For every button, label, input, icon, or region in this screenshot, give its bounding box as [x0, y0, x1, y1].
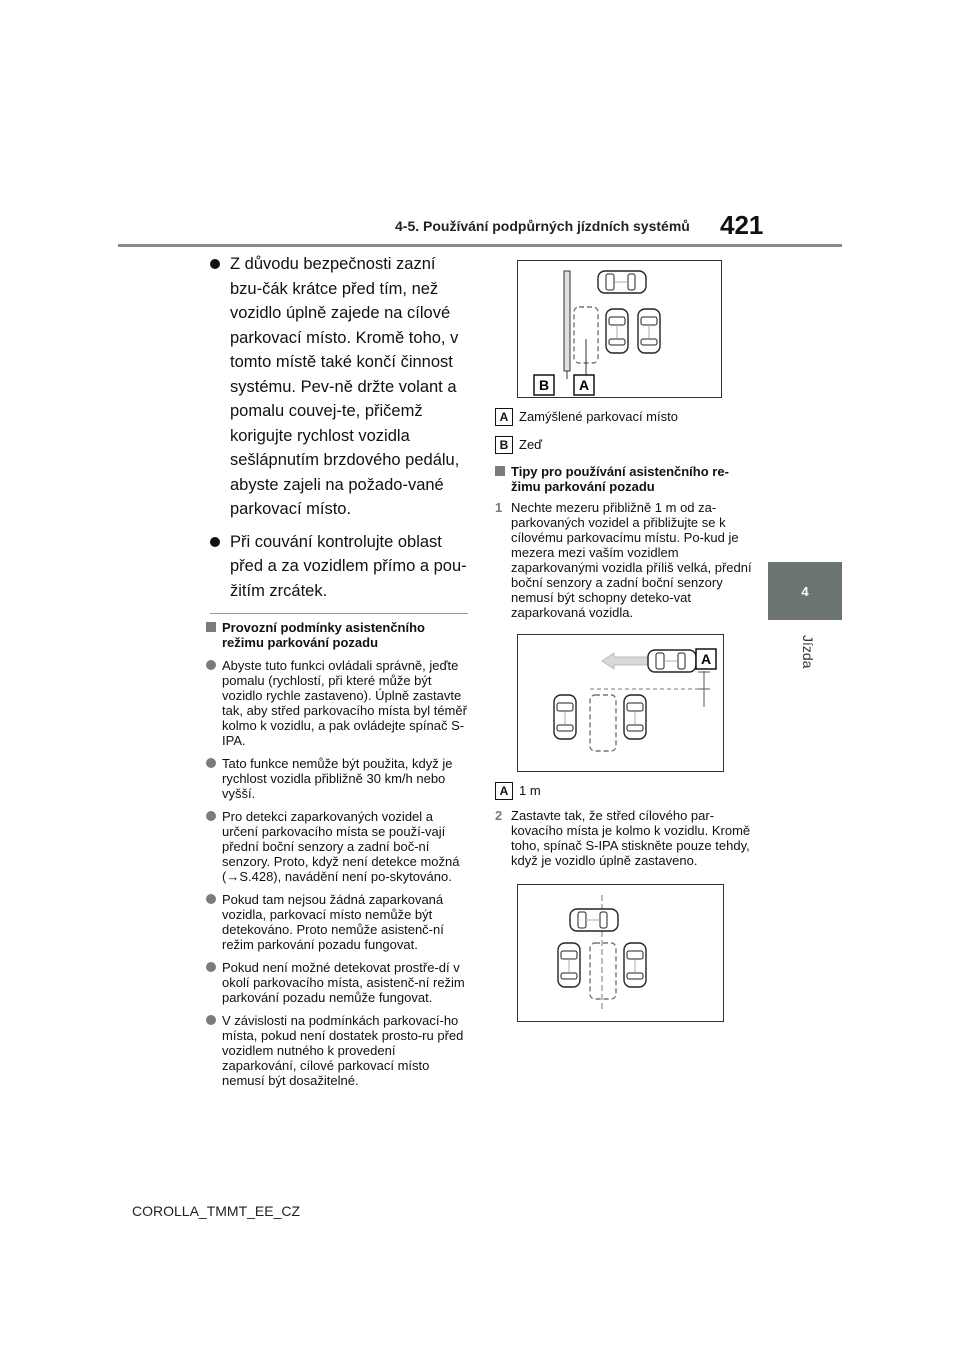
step-text: Zastavte tak, že střed cílového par-kovacího místa je kolmo k vozidlu. Kromě toho, spínač S-IPA stiskněte pouze tehdy, když je vozidlo úplně zastaveno.: [511, 808, 751, 868]
parking-illustration-3: [518, 885, 723, 1021]
legend-item: [495, 408, 757, 426]
step-number: 1: [495, 500, 503, 515]
parking-diagram-3: [517, 884, 724, 1022]
step-item: [495, 808, 757, 868]
page-number: 421: [720, 210, 764, 240]
list-item: Pokud tam nejsou žádná zaparkovaná vozidla, parkovací místo nemůže být detekováno. Proto nemůže asistenč-ní režim parkování pozadu fungovat.: [206, 892, 468, 952]
fig1-label-a: A: [578, 377, 590, 393]
parking-diagram-1: [517, 260, 722, 398]
chapter-label: Jízda: [800, 635, 816, 669]
parking-diagram-2: [517, 634, 724, 772]
section-heading: Provozní podmínky asistenčního režimu parkování pozadu: [206, 620, 468, 650]
legend-letter: B: [495, 436, 513, 454]
legend-item: [495, 782, 757, 800]
divider: [210, 613, 468, 614]
left-column: [206, 252, 468, 1088]
list-item: Abyste tuto funkci ovládali správně, jeďte pomalu (rychlostí, při které může být vozidlo rychle zastaveno). Úplně zastavte tak, aby střed parkovacího místa byl téměř kolmo k vozidlu, a pak ovládejte spínač S-IPA.: [206, 658, 468, 748]
legend-letter: A: [495, 782, 513, 800]
list-item: Tato funkce nemůže být použita, když je rychlost vozidla přibližně 30 km/h nebo vyšší.: [206, 756, 468, 801]
footer-doc-code: COROLLA_TMMT_EE_CZ: [132, 1203, 301, 1219]
parking-illustration-2: [518, 635, 723, 771]
chapter-tab: 4: [768, 562, 842, 620]
parking-illustration-1: [518, 261, 721, 397]
step-number: 2: [495, 808, 503, 823]
bullet-item: Z důvodu bezpečnosti zazní bzu-čák krátce před tím, než vozidlo úplně zajede na cílové parkovací místo. Kromě toho, v tomto místě také končí činnost systému. Pev-ně držte volant a pomalu couvej-te, přičemž korigujte rychlost vozidla sešlápnutím brzdového pedálu, abyste zajeli na požado-vané parkovací místo.: [206, 252, 468, 522]
legend-letter: A: [495, 408, 513, 426]
bullet-item: Při couvání kontrolujte oblast před a za vozidlem přímo a pou-žitím zrcátek.: [206, 530, 468, 604]
list-item: Pro detekci zaparkovaných vozidel a určení parkovacího místa se použí-vají přední boční senzory a zadní boč-ní senzory. Proto, když není detekce možná (→S.428), navádění není po-skytováno.: [206, 809, 468, 884]
section-heading: Tipy pro používání asistenčního re-žimu parkování pozadu: [495, 464, 757, 494]
header-rule: [118, 244, 842, 247]
fig1-label-b: B: [538, 377, 550, 393]
list-item: Pokud není možné detekovat prostře-dí v okolí parkovacího místa, asistenč-ní režim parkování pozadu nemůže fungovat.: [206, 960, 468, 1005]
right-column: [495, 252, 757, 1022]
list-item: V závislosti na podmínkách parkovací-ho místa, pokud není dostatek prosto-ru před vozidlem nutného k provedení zaparkování, cílové parkovací místo nemusí být dosažitelné.: [206, 1013, 468, 1088]
step-item: [495, 500, 757, 620]
legend-text: Zamýšlené parkovací místo: [519, 409, 678, 424]
legend-text: Zeď: [519, 437, 543, 452]
legend-text: 1 m: [519, 783, 541, 798]
section-title: 4-5. Používání podpůrných jízdních systémů: [395, 218, 690, 234]
fig2-label-a: A: [700, 651, 712, 667]
step-text: Nechte mezeru přibližně 1 m od za-parkovaných vozidel a přibližujte se k cílovému parkovacímu místu. Po-kud je mezera mezi vaším vozidlem zaparkovanými vozidla příliš velká, přední boční senzory a zadní boční senzory nemusí být schopny deteko-vat zaparkovaná vozidla.: [511, 500, 752, 620]
legend-item: [495, 436, 757, 454]
